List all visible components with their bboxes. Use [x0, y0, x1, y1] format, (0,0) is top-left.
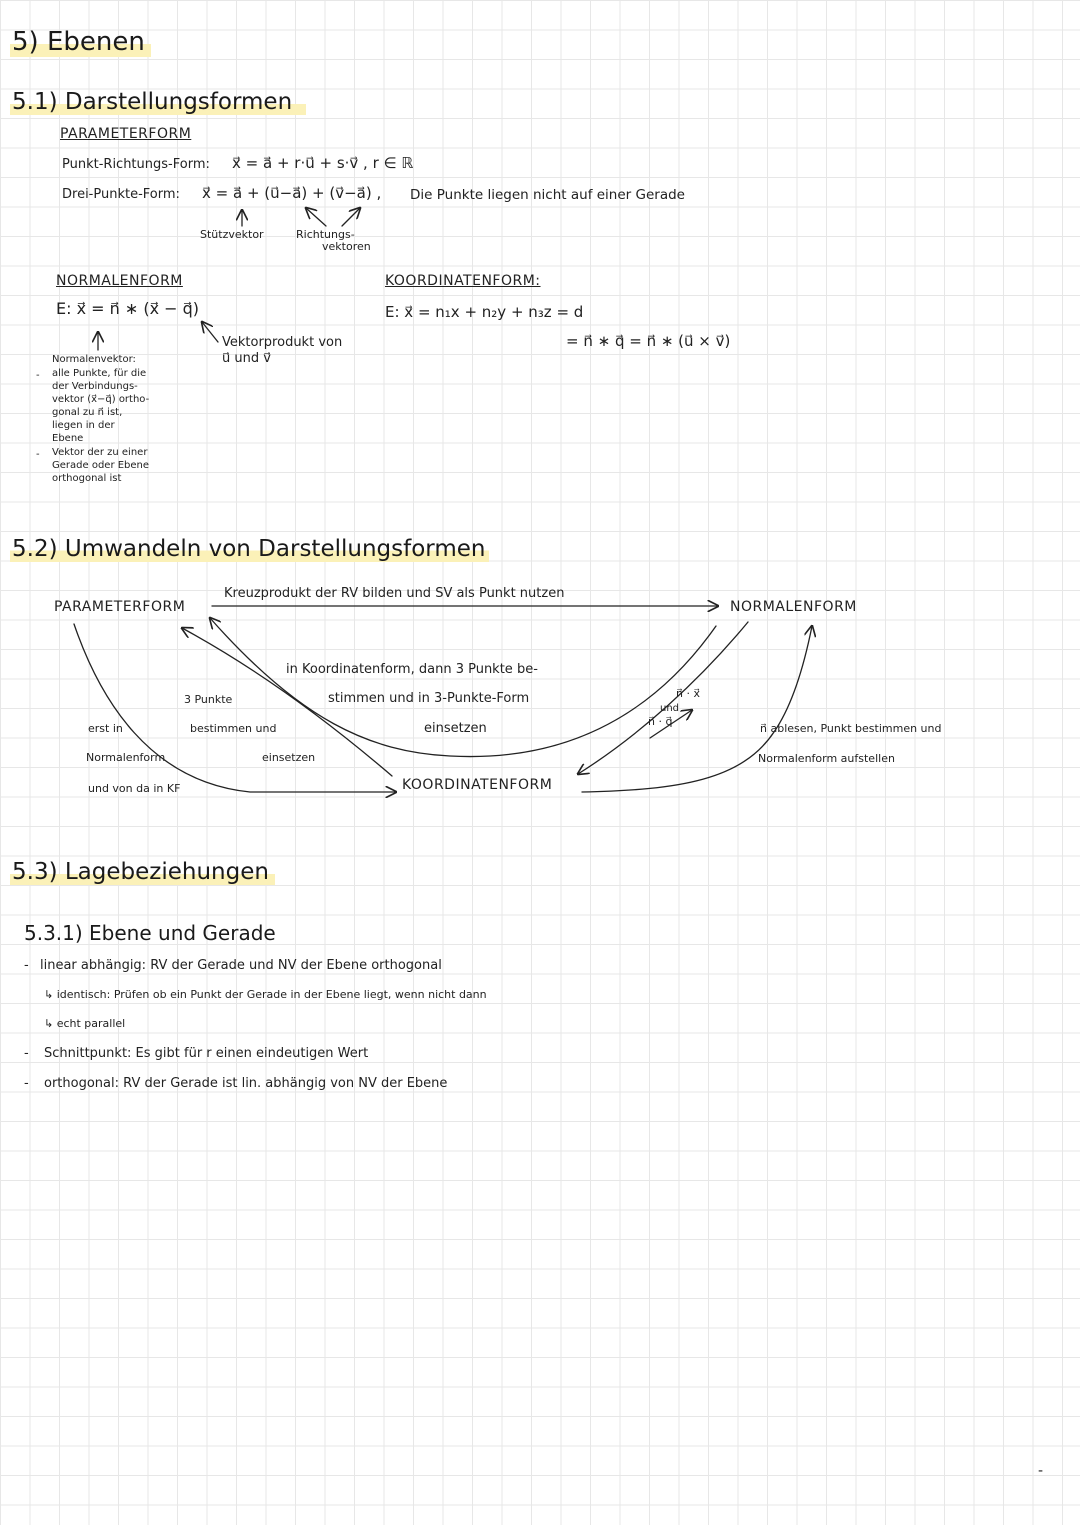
edge-label-right-2: Normalenform aufstellen — [758, 752, 895, 765]
edge-label-nx-2: und — [660, 703, 680, 714]
normalenvektor-note-10: orthogonal ist — [52, 473, 122, 484]
richtungsvektoren-label-2: vektoren — [322, 240, 371, 253]
arrow-richtungsvektor-1 — [306, 208, 326, 226]
edge-label-top: Kreuzprodukt der RV bilden und SV als Punkt nutzen — [224, 586, 565, 601]
edge-koord-to-param-3punkte — [182, 628, 392, 776]
edge-label-left-1: erst in — [88, 722, 123, 735]
arrow-vektorprodukt — [202, 322, 218, 342]
stuetzvektor-label: Stützvektor — [200, 228, 264, 241]
edge-label-middle-2: stimmen und in 3-Punkte-Form — [328, 691, 530, 706]
edge-koord-to-param-via — [210, 618, 716, 757]
edge-normal-to-koord — [578, 622, 748, 774]
normalenform-formula: E: x⃗ = n⃗ ∗ (x⃗ − q⃗) — [56, 299, 200, 318]
richtungsvektoren-label-1: Richtungs- — [296, 228, 355, 241]
koordinatenform-title: KOORDINATENFORM: — [385, 273, 541, 289]
parameterform-title: PARAMETERFORM — [60, 126, 192, 142]
drei-punkte-form-note: Die Punkte liegen nicht auf einer Gerade — [410, 187, 685, 203]
drei-punkte-form-formula: x⃗ = a⃗ + (u⃗−a⃗) + (v⃗−a⃗) , — [202, 184, 382, 202]
diagram-node-koordinatenform: KOORDINATENFORM — [402, 777, 553, 793]
subsection-heading-5-3-1: 5.3.1) Ebene und Gerade — [24, 921, 276, 945]
edge-label-left-3: und von da in KF — [88, 782, 181, 795]
edge-label-points-2: bestimmen und — [190, 722, 277, 735]
edge-label-nx-3: n⃗ · q⃗ — [648, 715, 673, 728]
koordinatenform-formula-1: E: x⃗ = n₁x + n₂y + n₃z = d — [385, 303, 584, 321]
lage-line-3: ↳ echt parallel — [44, 1017, 126, 1030]
vektorprodukt-note-2: u⃗ und v⃗ — [222, 351, 271, 366]
edge-label-points-3: einsetzen — [262, 751, 316, 764]
punkt-richtungs-form-formula: x⃗ = a⃗ + r·u⃗ + s·v⃗ , r ∈ ℝ — [232, 154, 414, 172]
normalenvektor-note-2: alle Punkte, für die — [52, 368, 147, 379]
edge-label-points-1: 3 Punkte — [184, 693, 233, 706]
lage-line-5: orthogonal: RV der Gerade ist lin. abhängig von NV der Ebene — [44, 1076, 448, 1091]
lage-line-4: Schnittpunkt: Es gibt für r einen eindeutigen Wert — [44, 1046, 369, 1061]
vektorprodukt-note-1: Vektorprodukt von — [222, 335, 343, 350]
diagram-node-parameterform: PARAMETERFORM — [54, 599, 186, 615]
normalenvektor-dash-2: - — [36, 449, 40, 460]
edge-label-middle-1: in Koordinatenform, dann 3 Punkte be- — [286, 662, 538, 677]
page-mark: - — [1038, 1463, 1044, 1479]
punkt-richtungs-form-label: Punkt-Richtungs-Form: — [62, 157, 210, 172]
normalenvektor-dash-1: - — [36, 370, 40, 381]
page-title: 5) Ebenen — [10, 28, 151, 57]
normalenvektor-note-9: Gerade oder Ebene — [52, 460, 150, 471]
lage-dash-1: - — [24, 958, 29, 973]
lage-line-1: linear abhängig: RV der Gerade und NV der Ebene orthogonal — [40, 958, 442, 973]
normalenvektor-note-1: Normalenvektor: — [52, 354, 136, 365]
edge-nx-arrow — [650, 710, 692, 738]
drei-punkte-form-label: Drei-Punkte-Form: — [62, 187, 180, 202]
arrow-richtungsvektor-2 — [342, 208, 360, 226]
section-heading-5-2: 5.2) Umwandeln von Darstellungsformen — [10, 537, 489, 562]
lage-dash-3: - — [24, 1076, 29, 1091]
diagram-node-normalenform: NORMALENFORM — [730, 599, 857, 615]
lage-dash-2: - — [24, 1046, 29, 1061]
normalenvektor-note-3: der Verbindungs- — [52, 381, 138, 392]
normalenform-title: NORMALENFORM — [56, 273, 183, 289]
normalenvektor-note-5: gonal zu n⃗ ist, — [52, 407, 123, 418]
edge-label-nx-1: n⃗ · x⃗ — [676, 687, 700, 700]
normalenvektor-note-4: vektor (x⃗−q⃗) ortho- — [52, 394, 150, 405]
koordinatenform-formula-2: = n⃗ ∗ q⃗ = n⃗ ∗ (u⃗ × v⃗) — [566, 332, 731, 350]
normalenvektor-note-7: Ebene — [52, 433, 84, 444]
section-heading-5-1: 5.1) Darstellungsformen — [10, 90, 306, 115]
edge-param-to-koord — [74, 624, 396, 792]
section-heading-5-3: 5.3) Lagebeziehungen — [10, 860, 275, 885]
edge-label-left-2: Normalenform — [86, 751, 166, 764]
edge-label-middle-3: einsetzen — [424, 721, 487, 736]
normalenvektor-note-6: liegen in der — [52, 420, 115, 431]
normalenvektor-note-8: Vektor der zu einer — [52, 447, 148, 458]
edge-label-right-1: n⃗ ablesen, Punkt bestimmen und — [760, 722, 942, 735]
lage-line-2: ↳ identisch: Prüfen ob ein Punkt der Gerade in der Ebene liegt, wenn nicht dann — [44, 988, 487, 1001]
